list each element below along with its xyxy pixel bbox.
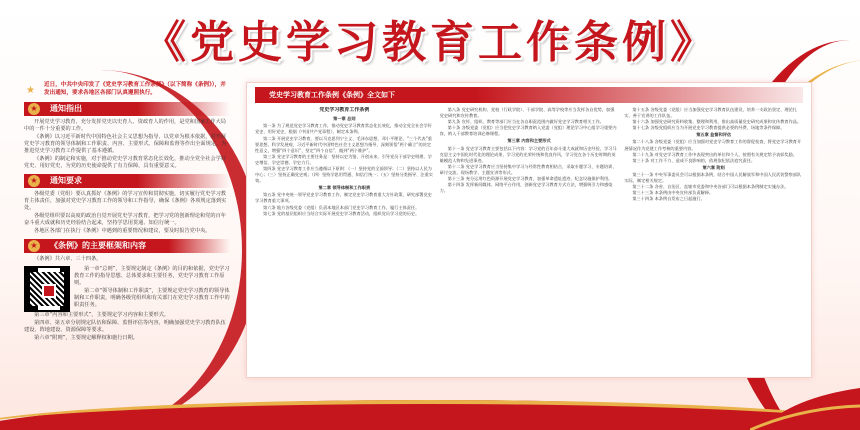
article: 第九条 宣传、组织、教育等部门应当在各自职责范围内做好党史学习教育相关工作。 (447, 119, 604, 125)
framework-para: 第四章、第五章分别规定队伍和保障、监督评估等内容，明确加强党史学习教育队伍建设、阵地建设、资源保障等要求。 (24, 319, 226, 333)
framework-para: 第三章“内容和主要形式”，主要规定学习内容和主要形式。 (34, 311, 170, 318)
page-title: 《党史学习教育工作条例》 (142, 17, 718, 68)
framework-para: 《条例》共六章、三十四条。 (34, 255, 102, 262)
document-column-2 (440, 107, 619, 367)
section-heading-framework: ★ 《条例》的主要框架和内容 (24, 239, 230, 253)
section-heading-notice: ★ 通知指出 (24, 102, 230, 116)
document-header: 党史学习教育工作条例《条例》全文如下 (255, 87, 803, 103)
requirement-para: 各地区各部门在执行《条例》中遇到的重要情况和建议，要及时报告党中央。 (34, 227, 211, 234)
article: 第三十条 对工作不力、造成不良影响的，依规依纪依法追究责任。 (632, 157, 756, 163)
article: 第三十二条 各省、自治区、直辖市党委和中央各部门可以根据本条例制定实施办法。 (632, 184, 789, 190)
article: 第二十八条 各级党委（党组）应当加强对党史学习教育工作的督促检查，将党史学习教育开展情况作为党建工作考核的重要内容。 (624, 139, 802, 151)
chapter-heading: 第一章 总则 (333, 116, 356, 122)
qr-code-icon[interactable] (24, 266, 70, 312)
article: 第三条 党史学习教育的主要任务是：坚持以史为鉴、开创未来，引导党员干部学史明理、学史增信、学史崇德、学史力行。 (255, 153, 432, 165)
article: 第十六条 加强党史研究资料收集、整理和利用，推出高质量党史研究成果和宣传教育作品。 (632, 119, 802, 125)
document-columns (247, 103, 811, 371)
article: 第八条 党史研究机构、党校（行政学院）、干部学院、高等学校等应当发挥各自优势，加强党史研究和宣传教育。 (439, 107, 615, 119)
bottom-right-flag-decoration (750, 378, 860, 430)
notice-para: 《条例》以习近平新时代中国特色社会主义思想为指导，以党章为根本依据，对开展党史学习教育的领导体制和工作职责、内容、主要形式、保障和监督等作出全面规定，为推进党史学习教育工作提供了基本遵循。 (24, 133, 227, 154)
intro-body: 近日，中共中央印发了《党史学习教育工作条例》（以下简称《条例》），并发出通知，要求各地区各部门认真遵照执行。 (44, 82, 226, 96)
framework-with-qr (24, 266, 230, 312)
article: 第十条 各级党委（党组）应当把党史学习教育纳入党委（党组）理论学习中心组学习重要内容，纳入干部教育培训必修课程。 (439, 125, 617, 137)
star-icon: ★ (26, 85, 35, 96)
chapter-heading: 第五章 监督和评估 (696, 132, 732, 138)
framework-text: 第一章“总则”，主要规定制定《条例》的目的和依据，党史学习教育工作的指导思想、总体要求和主要任务，党史学习教育工作原则。 第二章“领导体制和工作职责”，主要规定党史学习教育的领导体制和工作职责，明确各级党组织和有关部门在党史学习教育工作中的职责任务。 (74, 265, 230, 308)
requirement-para: 各级党委（党组）要认真抓好《条例》的学习宣传和贯彻实施，切实履行党史学习教育主体责任，加强对党史学习教育工作的领导和工作指导，确保《条例》各项规定落到实处。 (24, 190, 227, 211)
article: 第一条 为了规范党史学习教育工作，推动党史学习教育常态化长效化，推动全党全社会学好党史、用好党史，根据《中国共产党章程》，制定本条例。 (255, 123, 432, 135)
article: 第三十一条 中央军事委员会可以根据本条例，结合中国人民解放军和中国人民武装警察部队实际，制定相关规定。 (624, 171, 802, 184)
intro-text (24, 82, 230, 98)
section-heading-requirements: ★ 通知要求 (24, 174, 230, 188)
document-column-1 (255, 107, 434, 367)
framework-para: 第六章“附则”，主要规定解释权和施行日期。 (34, 334, 138, 341)
article: 第十三条 充分运用红色资源开展党史学习教育，加强革命遗址遗迹、纪念设施保护利用。 (447, 176, 613, 182)
article: 第十一条 党史学习教育主要包括以下内容：学习党的百年奋斗重大成就和历史经验，学习马克思主义中国化时代化的理论成果，学习党的光荣传统和优良作风，学习党在各个历史时期的英雄模范人物和先进事迹。 (439, 145, 617, 163)
full-text-document (246, 82, 812, 378)
article: 第二十九条 对党史学习教育工作中表现突出的单位和个人，按照有关规定给予表彰奖励。 (632, 151, 797, 157)
article: 第十五条 各级党委（党组）应当加强党史学习教育队伍建设，培养一支政治坚定、理论扎实、善于宣讲的工作队伍。 (624, 107, 797, 119)
chapter-heading: 第六章 附则 (702, 164, 725, 170)
notice-para: 开展党史学习教育，充分发挥党史以史育人、资政育人的作用，是党和国家工作大局中的一件十分重要的工作。 (24, 118, 226, 132)
left-panel (24, 82, 230, 382)
party-emblem-icon: ★ (28, 103, 40, 115)
notice-para: 《条例》的制定和实施，对于推动党史学习教育常态化长效化，推动全党全社会学好党史、用好党史，为党的历史使命提供了有力保障，具有重要意义。 (24, 155, 226, 169)
document-column-3 (624, 107, 803, 367)
article: 第六条 地方各级党委（党组）负责本地区本部门党史学习教育工作，履行主体责任。 (263, 204, 420, 210)
article: 第三十四条 本条例自发布之日起施行。 (632, 196, 705, 202)
article: 第二条 开展党史学习教育，要以马克思列宁主义、毛泽东思想、邓小平理论、“三个代表”重要思想、科学发展观、习近平新时代中国特色社会主义思想为指导，深刻领悟“两个确立”的决定性意义，增强“四个意识”、坚定“四个自信”、做到“两个维护”。 (255, 135, 432, 153)
party-emblem-icon: ★ (28, 175, 40, 187)
party-emblem-icon: ★ (28, 240, 40, 252)
chapter-heading: 第二章 领导体制和工作职责 (318, 185, 371, 191)
article: 第十四条 发挥新闻媒体、网络平台作用，创新党史学习教育方式方法，增强吸引力和感染力。 (439, 182, 613, 194)
article: 第三十三条 本条例由中央宣传部负责解释。 (632, 190, 714, 196)
article: 第十七条 各级党组织应当为开展党史学习教育提供必要的经费、场地等条件保障。 (632, 125, 785, 131)
article: 第七条 党的基层组织应当结合实际开展党史学习教育活动，组织党员学习党的历史。 (263, 210, 420, 216)
article: 第四条 党史学习教育工作应当遵循以下原则：（一）坚持党的全面领导；（二）坚持以人民为中心；（三）坚持正确党史观；（四）坚持学思用贯通、知信行统一；（五）坚持分类指导、注重实效。 (255, 166, 433, 184)
requirement-para: 各级党组织要以高度的政治自觉开展党史学习教育，把学习党的创新理论和党的百年奋斗重大成就和历史经验结合起来，坚持学思用贯通、知信行统一。 (24, 212, 226, 226)
regulation-title: 党史学习教育工作条例 (319, 107, 370, 113)
chapter-heading: 第三章 内容和主要形式 (507, 138, 551, 144)
article: 第十二条 党史学习教育应当坚持集中学习与经常性教育相结合，采取专题学习、专题培训、研讨交流、现场教学、主题宣讲等形式。 (439, 163, 617, 175)
article: 第五条 党中央统一领导党史学习教育工作，制定党史学习教育重大方针政策，研究部署党史学习教育重大事项。 (255, 192, 432, 204)
